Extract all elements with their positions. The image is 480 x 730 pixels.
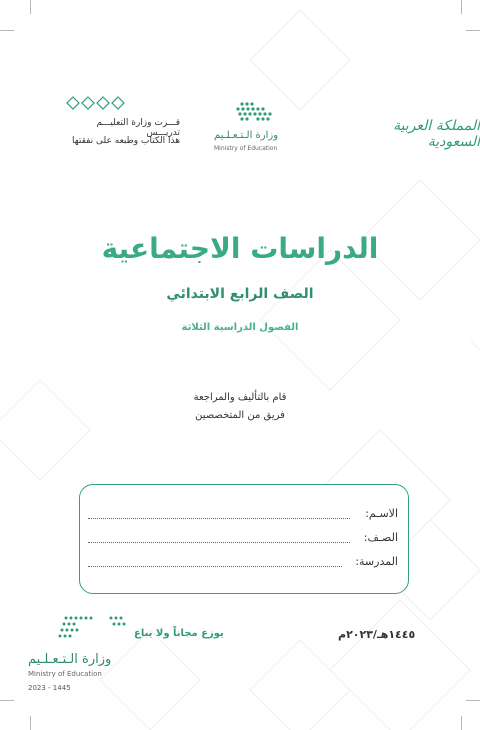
crop-mark-top-left-h (0, 30, 14, 31)
authorship-line: قام بالتأليف والمراجعة (193, 392, 287, 403)
crop-mark-bottom-left (30, 716, 31, 730)
footer-ministry-english: Ministry of Education (28, 670, 102, 678)
school-dotted-line (88, 566, 342, 567)
name-dotted-line (88, 518, 350, 519)
year-range: 2023 - 1445 (28, 684, 71, 692)
ministry-name-arabic: وزارة الـتـعـلـيم (214, 130, 279, 141)
crop-mark-top-right-h (466, 30, 480, 31)
ministry-name-english: Ministry of Education (214, 145, 278, 152)
class-field[interactable] (88, 531, 398, 547)
grade-level: الصف الرابع الابتدائي (166, 286, 314, 302)
crop-mark-bottom-left-h (0, 700, 14, 701)
semesters-label: الفصول الدراسية الثلاثة (181, 322, 299, 333)
book-title: الدراسات الاجتماعية (101, 232, 379, 265)
approval-diamonds-icon (66, 96, 126, 110)
name-field[interactable] (88, 507, 398, 523)
student-info-box (79, 484, 409, 594)
name-label: الاسـم: (365, 507, 398, 520)
class-dotted-line (88, 542, 350, 543)
free-distribution-logo (56, 614, 224, 644)
kingdom-name-calligraphy: المملكة العربية السعودية (393, 118, 480, 150)
crop-mark-top-left (30, 0, 31, 14)
approval-text-line-1: قـــرت وزارة التعليـــم تدريـــس (96, 118, 180, 138)
approval-text-line-2: هذا الكتاب وطبعه على نفقتها (71, 136, 180, 146)
footer-ministry-arabic: وزارة الـتـعـلـيم (28, 652, 112, 667)
school-field[interactable] (88, 555, 398, 571)
class-label: الصـف: (363, 531, 398, 544)
school-label: المدرسة: (355, 555, 398, 568)
crop-mark-bottom-right (461, 716, 462, 730)
free-distribution-text: يوزع مجاناً ولا يباع (134, 628, 224, 639)
crop-mark-bottom-right-h (466, 700, 480, 701)
author-team: فريق من المتخصصين (195, 410, 285, 421)
edition-year: ١٤٤٥هـ/٢٠٢٣م (338, 628, 416, 641)
crop-mark-top-right (461, 0, 462, 14)
